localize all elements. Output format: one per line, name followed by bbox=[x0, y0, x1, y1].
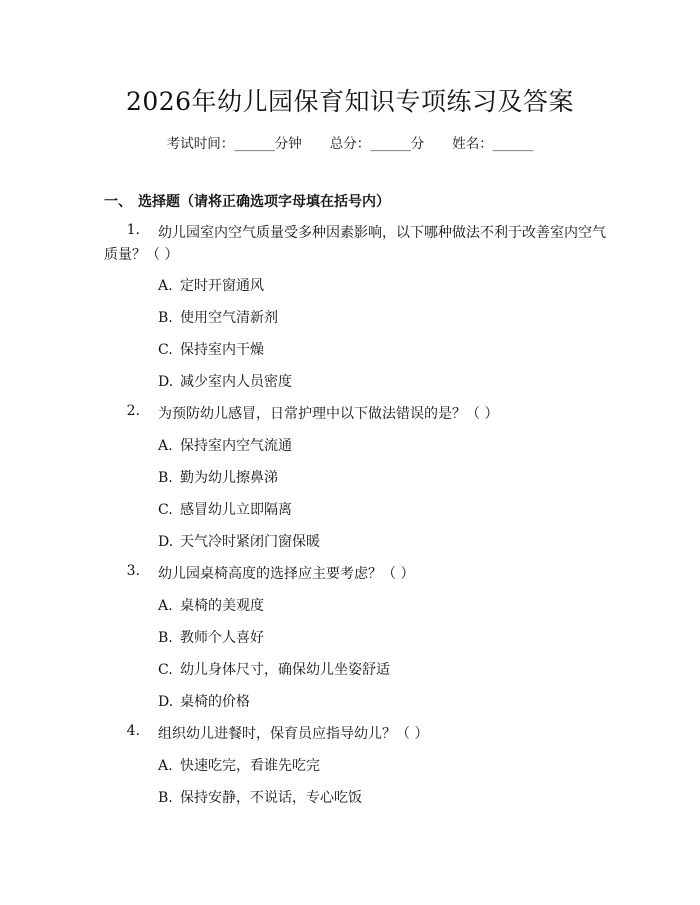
question-text: 幼儿园桌椅高度的选择应主要考虑？（ ） bbox=[158, 566, 415, 582]
section-heading bbox=[104, 191, 390, 211]
question-number: 2. bbox=[126, 403, 140, 419]
option-a bbox=[158, 755, 320, 775]
option-text: 使用空气清新剂 bbox=[180, 310, 278, 326]
option-text: 桌椅的价格 bbox=[180, 694, 250, 710]
option-text: 快速吃完，看谁先吃完 bbox=[180, 758, 320, 774]
question-text: 组织幼儿进餐时，保育员应指导幼儿？（ ） bbox=[158, 726, 429, 742]
section-title: 选择题（请将正确选项字母填在括号内） bbox=[138, 194, 390, 210]
option-letter: A. bbox=[158, 598, 173, 614]
option-b bbox=[158, 307, 278, 327]
option-a bbox=[158, 435, 292, 455]
option-text: 感冒幼儿立即隔离 bbox=[180, 502, 292, 518]
option-letter: A. bbox=[158, 438, 173, 454]
option-b bbox=[158, 467, 278, 487]
option-text: 勤为幼儿擦鼻涕 bbox=[180, 470, 278, 486]
option-letter: C. bbox=[158, 662, 173, 678]
option-text: 保持安静，不说话，专心吃饭 bbox=[180, 790, 362, 806]
option-b bbox=[158, 627, 264, 647]
option-letter: B. bbox=[158, 790, 173, 806]
option-d bbox=[158, 531, 320, 551]
option-letter: B. bbox=[158, 470, 173, 486]
option-text: 减少室内人员密度 bbox=[180, 374, 292, 390]
total-score-field: 总分：______分 bbox=[329, 136, 425, 152]
question-number: 4. bbox=[126, 723, 140, 739]
option-d bbox=[158, 691, 250, 711]
exam-info-line bbox=[0, 132, 700, 152]
option-letter: D. bbox=[158, 374, 174, 390]
section-number: 一、 bbox=[104, 194, 132, 210]
option-c bbox=[158, 659, 390, 679]
question-number: 1. bbox=[126, 222, 140, 238]
document-title: 2026年幼儿园保育知识专项练习及答案 bbox=[125, 87, 575, 116]
option-a bbox=[158, 275, 264, 295]
option-b bbox=[158, 787, 362, 807]
option-text: 幼儿身体尺寸，确保幼儿坐姿舒适 bbox=[180, 662, 390, 678]
option-text: 教师个人喜好 bbox=[180, 630, 264, 646]
option-a bbox=[158, 595, 264, 615]
option-c bbox=[158, 339, 264, 359]
option-letter: C. bbox=[158, 342, 173, 358]
option-text: 桌椅的美观度 bbox=[180, 598, 264, 614]
option-letter: A. bbox=[158, 758, 173, 774]
option-letter: D. bbox=[158, 694, 174, 710]
exam-time-field: 考试时间：______分钟 bbox=[166, 136, 302, 152]
option-letter: D. bbox=[158, 534, 174, 550]
question-text: 为预防幼儿感冒，日常护理中以下做法错误的是？（ ） bbox=[158, 406, 499, 422]
student-name-field: 姓名：______ bbox=[452, 136, 534, 152]
option-text: 定时开窗通风 bbox=[180, 278, 264, 294]
option-letter: B. bbox=[158, 630, 173, 646]
question-text-continued: 质量？（ ） bbox=[104, 247, 179, 263]
option-text: 保持室内干燥 bbox=[180, 342, 264, 358]
option-c bbox=[158, 499, 292, 519]
question-number: 3. bbox=[126, 563, 140, 579]
option-letter: B. bbox=[158, 310, 173, 326]
question-text: 幼儿园室内空气质量受多种因素影响，以下哪种做法不利于改善室内空气 bbox=[158, 225, 606, 241]
option-text: 天气冷时紧闭门窗保暖 bbox=[180, 534, 320, 550]
option-text: 保持室内空气流通 bbox=[180, 438, 292, 454]
option-letter: A. bbox=[158, 278, 173, 294]
option-letter: C. bbox=[158, 502, 173, 518]
option-d bbox=[158, 371, 292, 391]
